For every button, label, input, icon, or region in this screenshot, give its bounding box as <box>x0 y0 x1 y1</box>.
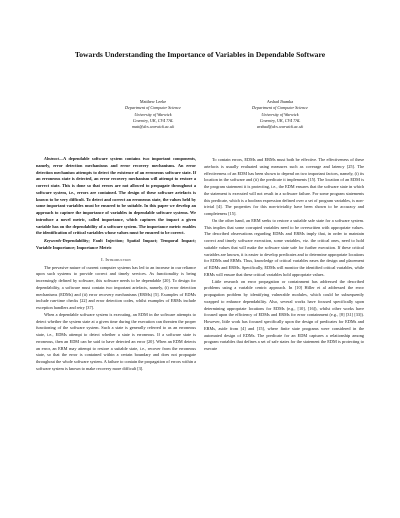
author-name: Matthew Leeke <box>139 99 167 104</box>
abstract <box>36 156 196 237</box>
paper-title: Towards Understanding the Importance of Variables in Dependable Software <box>74 50 326 59</box>
author-name: Arshad Jhumka <box>266 99 294 104</box>
keywords-label: Keywords <box>44 238 62 243</box>
author-location: Coventry, UK, CV4 7AL <box>132 117 174 123</box>
section-heading <box>36 256 196 263</box>
author-department: Department of Computer Science <box>125 105 181 111</box>
body-paragraph: On the other hand, an ERM seeks to restore a suitable safe state for a software system. This implies that some corrupted variables need to be overwritten with appropriate values. The described observations regarding EDMs and ERMs imply that, in order to maintain correct and timely software execution, some variables, viz. the critical ones, need to hold suitable values that will make the software state safe for further execution. If these critical variables are known, it is easier to develop predicates and to determine appropriate locations for EDMs and ERMs. Thus, knowledge of critical variables eases the design and placement of EDMs and ERMs. Specifically, EDMs will monitor the identified critical variables, while ERMs will ensure that these critical variables hold appropriate values. <box>204 217 364 277</box>
section-title: Introduction <box>105 256 131 262</box>
author-location: Coventry, UK, CV4 7AL <box>259 117 301 123</box>
keywords <box>36 238 196 252</box>
abstract-label: Abstract <box>44 156 59 161</box>
author-email: arshad@dcs.warwick.ac.uk <box>256 124 304 130</box>
author-email: matt@dcs.warwick.ac.uk <box>131 124 175 130</box>
author-department: Department of Computer Science <box>252 105 308 111</box>
author-university: University of Warwick <box>134 111 172 117</box>
right-column <box>204 157 364 353</box>
keywords-text: -Dependability; Fault Injection; Spatial Impact; Temporal Impact; Variable Importance; Importance Metric <box>36 238 196 250</box>
author-block-2 <box>205 99 355 130</box>
left-column <box>36 156 196 373</box>
author-university: University of Warwick <box>261 111 299 117</box>
abstract-text: —A dependable software system contains two important components, namely, error detection mechanisms and error recovery mechanisms. An error detection mechanism attempts to detect the existence of an erroneous software state. If an erroneous state is detected, an error recovery mechanism will attempt to restore a correct state. This is done so that errors are not allowed to propagate throughout a software system, i.e., errors are contained. The design of these software artefacts is known to be very difficult. To detect and correct an erroneous state, the values held by some important variables must be ensured to be suitable. In this paper we develop an approach to capture the importance of variables in dependable software systems. We introduce a novel metric, called importance, which captures the impact a given variable has on the dependability of a software system. The importance metric enables the identification of critical variables whose values must be ensured to be correct. <box>36 156 196 236</box>
body-paragraph: To contain errors, EDMs and ERMs must both be effective. The effectiveness of these artefacts is usually evaluated using measures such as coverage and latency [25]. The effectiveness of an EDM has been shown to depend on two important factors, namely, (i) its location in the software and (ii) the predicate it implements [15]. The location of an EDM is the program statement it is protecting, i.e., the EDM ensures that the software state in which the statement is executed will not result in a software failure. For some program statements this predicate, which is a boolean expression defined over a set of program variables, is non-trivial [4]. The properties for this non-triviality have been shown to be accuracy and completeness [15]. <box>204 157 364 216</box>
body-paragraph: When a dependable software system is executing, an EDM in the software attempts to detect whether the system state at a given time during the execution can threaten the proper functioning of the software system. Such a state is generally referred to as an erroneous state, i.e., EDMs attempt to detect whether a state is erroneous. If a software state is erroneous, then an EDM can be said to have detected an error [20]. When an EDM detects an error, an ERM may attempt to restore a suitable state, i.e., recover from the erroneous state, so that the error is contained within a certain boundary and does not propagate throughout the whole software system. A failure to contain the propagation of errors within a software system is known to make recovery more difficult [3]. <box>36 311 196 371</box>
section-number: I. <box>101 256 105 262</box>
body-paragraph: Little research on error propagation or containment has addressed the described problems using a variable centric approach. In [10] Hiller et al addressed the error propagation problem by identifying vulnerable modules, which could be subsequently wrapped to enhance dependability. Also, several works have focused specifically upon determining appropriate locations for EDMs (e.g., [10], [16]), whilst other works have focused upon the efficiency of EDMs and ERMs for error containment (e.g., [8] [31] [33]). However, little work has focused specifically upon the design of predicates for EDMs and ERMs, aside from [4] and [15], where finite state programs were considered in the automated design of EDMs. The predicate for an EDM captures a relationship among program variables that defines a set of safe states for the statement the EDM is protecting to execute <box>204 278 364 351</box>
body-paragraph: The pervasive nature of current computer systems has led to an increase in our reliance upon such systems to provide correct and timely services. As functionality is being increasingly defined by software, this software needs to be dependable [20]. To design for dependability, a software must contain two important artefacts, namely, (i) error detection mechanisms (EDMs) and (ii) error recovery mechanisms (ERMs) [5]. Examples of EDMs include run-time checks [22] and error detection codes, whilst examples of ERMs include exception handlers and retry [37]. <box>36 264 196 310</box>
